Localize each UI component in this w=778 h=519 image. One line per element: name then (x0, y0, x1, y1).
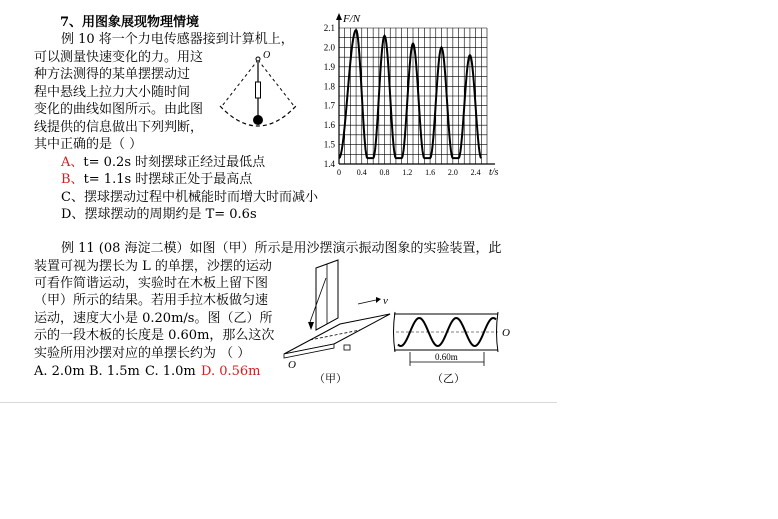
option-text: t= 0.2s 时刻摆球正经过最低点 (83, 155, 266, 170)
x-tick-labels (337, 168, 481, 177)
arrow-head (376, 297, 381, 303)
y-tick-label: 1.8 (323, 81, 335, 92)
y-tick-label: 1.4 (323, 159, 335, 169)
pendulum-extreme-right (258, 60, 294, 106)
ex10-option-d (61, 207, 257, 223)
ex11-line-2: 装置可视为摆长为 L 的单摆，沙摆的运动 (34, 259, 272, 274)
x-axis-label: t/s (489, 167, 499, 178)
ex10-line-2: 可以测量快速变化的力。用这 (34, 50, 204, 65)
board-left-break (394, 312, 396, 352)
option-letter: C、 (61, 190, 84, 205)
board-clip (344, 345, 350, 350)
ex11-answer-c: C. 1.0m (145, 364, 196, 379)
pendulum-figure (210, 50, 305, 130)
y-tick-label: 1.6 (323, 120, 335, 131)
pendulum-bob (253, 115, 263, 125)
y-tick-label: 2.0 (323, 42, 335, 53)
y-tick-label: 2.1 (323, 23, 335, 33)
option-letter: D、 (61, 207, 85, 222)
ex11-answer-b: B. 1.5m (89, 364, 140, 379)
ex11-line-1: 例 11 (08 海淀二模）如图（甲）所示是用沙摆演示振动图象的实验装置，此 (61, 241, 502, 256)
ex10-line-6: 线提供的信息做出下列判断， (34, 120, 204, 135)
force-sensor (256, 82, 261, 98)
x-tick-label: 0 (337, 168, 341, 177)
ex10-option-a (61, 155, 265, 171)
x-tick-label: 1.6 (425, 168, 436, 177)
ex10-line-3: 种方法测得的某单摆摆动过 (34, 67, 191, 82)
ex10-line-7: 其中正确的是（ ） (34, 137, 143, 152)
velocity-label: v (383, 295, 388, 307)
length-label: 0.60m (435, 352, 458, 362)
sand-funnel (308, 322, 314, 330)
ex10-option-c (61, 190, 318, 206)
ex10-line-4: 程中悬线上拉力大小随时间 (34, 85, 191, 100)
option-letter: A、 (61, 155, 84, 170)
ex11-line-4: （甲）所示的结果。若用手拉木板做匀速 (34, 293, 269, 308)
ex10-line-1: 例 10 将一个力电传感器接到计算机上， (61, 32, 294, 47)
option-text: 摆球摆动过程中机械能时而增大时而减小 (83, 190, 318, 205)
ex11-line-3: 可看作简谐运动，实验时在木板上留下图 (34, 276, 269, 291)
ex11-line-6: 示的一段木板的长度是 0.60m，那么这次 (34, 328, 275, 343)
x-tick-label: 2.0 (447, 168, 458, 177)
origin-label: O (502, 327, 510, 339)
x-tick-label: 0.4 (356, 168, 367, 177)
bottom-rule (0, 402, 557, 403)
y-axis-arrow (336, 13, 342, 20)
y-tick-label: 1.9 (323, 61, 335, 72)
force-time-chart (305, 8, 505, 188)
y-tick-label: 1.7 (323, 100, 335, 111)
x-tick-label: 2.4 (470, 168, 481, 177)
ex11-answer-a: A. 2.0m (34, 364, 85, 379)
section-title: 7、用图象展现物理情境 (60, 15, 200, 30)
option-text: 摆球摆动的周期约是 T= 0.6s (84, 207, 257, 222)
y-tick-label: 1.5 (323, 139, 335, 150)
option-letter: B、 (61, 172, 84, 187)
x-tick-label: 1.2 (402, 168, 413, 177)
ex11-line-5: 运动，速度大小是 0.20m/s。图（乙）所 (34, 311, 273, 326)
ex11-line-7: 实验所用沙摆对应的单摆长约为 （ ） (34, 346, 251, 361)
force-curve (339, 30, 481, 158)
x-tick-label: 0.8 (379, 168, 390, 177)
pivot-label: O (263, 50, 271, 61)
figure-yi (388, 300, 518, 390)
y-axis-label: F/N (343, 13, 361, 25)
y-tick-labels (324, 23, 336, 169)
figure-jia-caption: （甲） (314, 373, 347, 385)
ex10-option-b (61, 172, 252, 188)
ex11-answer-d: D. 0.56m (201, 364, 261, 379)
figure-yi-caption: （乙） (432, 373, 465, 385)
wooden-board (284, 314, 390, 354)
ex10-line-5: 变化的曲线如图所示。由此图 (34, 102, 204, 117)
pivot-point (256, 57, 260, 61)
origin-label: O (288, 359, 296, 371)
option-text: t= 1.1s 时摆球正处于最高点 (83, 172, 253, 187)
velocity-arrow (358, 300, 376, 304)
pendulum-extreme-left (222, 60, 258, 106)
figure-jia (280, 260, 395, 385)
chart-axes (336, 13, 495, 164)
